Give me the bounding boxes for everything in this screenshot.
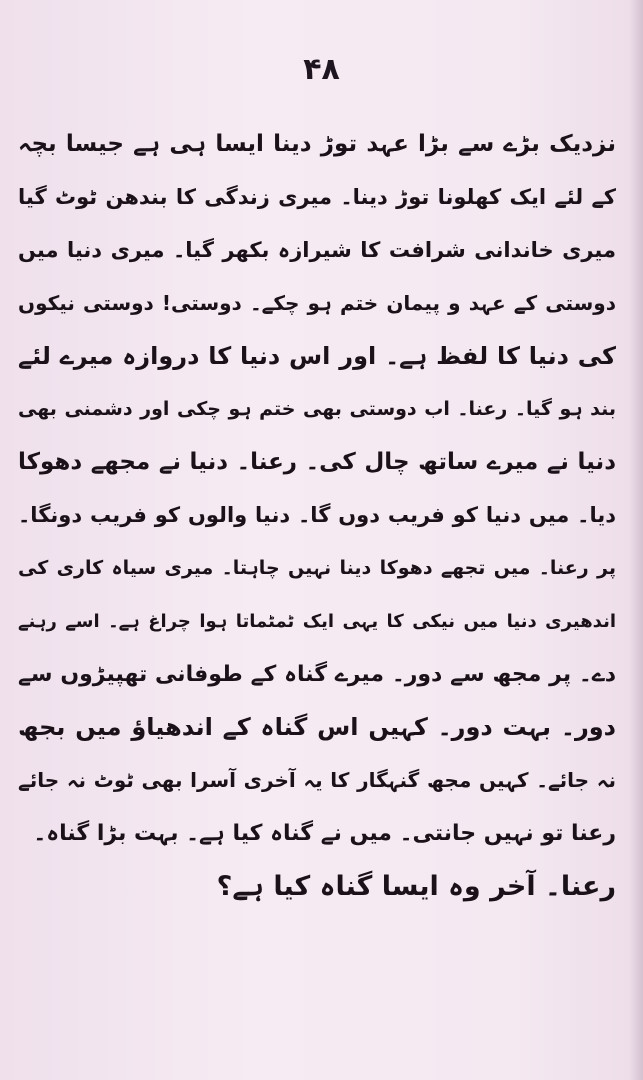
text-line-4: دوستی کے عہد و پیمان ختم ہو چکے۔ دوستی! دوستی نیکوں xyxy=(18,291,616,315)
text-line-9: پر رعنا۔ میں تجھے دھوکا دینا نہیں چاہتا۔ میری سیاہ کاری کی xyxy=(18,557,616,579)
text-line-6: بند ہو گیا۔ رعنا۔ اب دوستی بھی ختم ہو چکی اور دشمنی بھی xyxy=(18,398,616,420)
text-line-11: دے۔ پر مجھ سے دور۔ میرے گناہ کے طوفانی تھپیڑوں سے xyxy=(18,662,616,687)
text-line-15: رعنا۔ آخر وہ ایسا گناہ کیا ہے؟ xyxy=(216,871,616,902)
text-line-14: رعنا تو نہیں جانتی۔ میں نے گناہ کیا ہے۔ بہت بڑا گناہ۔ xyxy=(33,821,616,846)
body-text xyxy=(18,118,616,913)
text-line-1: نزدیک بڑے سے بڑا عہد توڑ دینا ایسا ہی ہے جیسا بچہ xyxy=(18,131,616,157)
text-line-3: میری خاندانی شرافت کا شیرازہ بکھر گیا۔ میری دنیا میں xyxy=(18,238,616,262)
text-line-5: کی دنیا کا لفظ ہے۔ اور اس دنیا کا دروازہ میرے لئے xyxy=(18,342,616,370)
text-line-13: نہ جائے۔ کہیں مجھ گنہگار کا یہ آخری آسرا بھی ٹوٹ نہ جائے xyxy=(18,768,616,792)
text-line-8: دیا۔ میں دنیا کو فریب دوں گا۔ دنیا والوں کو فریب دونگا۔ xyxy=(18,503,616,527)
text-line-12: دور۔ بہت دور۔ کہیں اس گناہ کے اندھیاؤ میں بجھ xyxy=(18,713,616,741)
text-line-7: دنیا نے میرے ساتھ چال کی۔ رعنا۔ دنیا نے مجھے دھوکا xyxy=(18,449,616,475)
page-edge-shadow xyxy=(629,0,643,1080)
page-number: ۴۸ xyxy=(303,52,340,87)
text-line-2: کے لئے ایک کھلونا توڑ دینا۔ میری زندگی کا بندھن ٹوٹ گیا xyxy=(18,185,616,209)
text-line-10: اندھیری دنیا میں نیکی کا یہی ایک ٹمٹماتا ہوا چراغ ہے۔ اسے رہنے xyxy=(18,611,616,632)
